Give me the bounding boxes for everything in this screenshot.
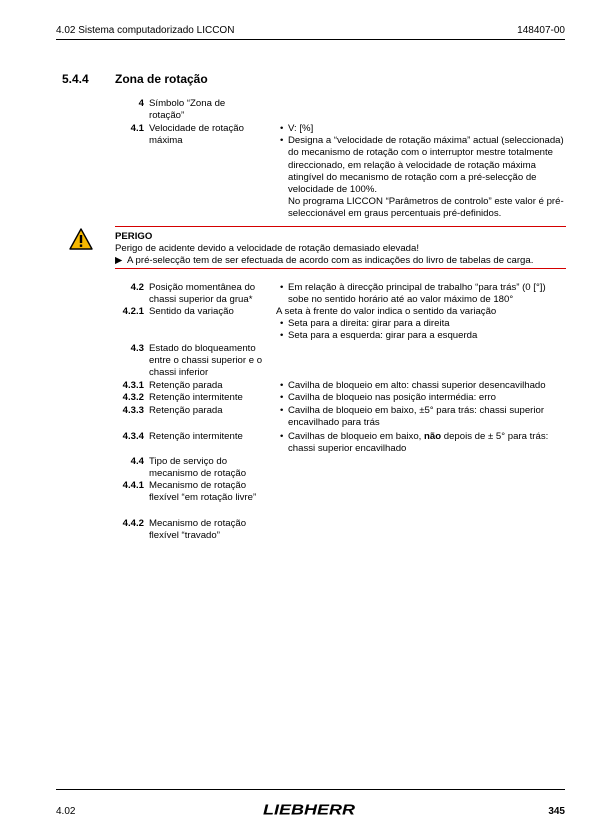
bullet-item: • Cavilha de bloqueio em alto: chassi superior desencavilhado [280,380,565,392]
item-number: 4.3.4 [122,431,144,442]
liebherr-logo [262,800,356,818]
header-section: 4.02 Sistema computadorizado LICCON [56,25,235,36]
item-label: Símbolo “Zona de rotação” [149,98,226,122]
danger-text: Perigo de acidente devido a velocidade de rotação demasiado elevada! [115,243,420,254]
bullet-item: • Cavilha de bloqueio em baixo, ±5° para trás: chassi superior encavilhado para trás [280,405,565,429]
item-description [280,392,565,404]
item-label: Estado do bloqueamento entre o chassi superior e o chassi inferior [149,343,263,379]
bullet-text: Cavilhas de bloqueio em baixo, [288,431,424,442]
item-label: Mecanismo de rotação flexível “em rotação livre” [149,480,257,504]
danger-action [115,255,565,267]
footer-section: 4.02 [56,806,76,817]
bullet-item: • Seta para a esquerda: girar para a esquerda [280,330,566,342]
item-label: Velocidade de rotação máxima [149,123,244,147]
bullet-item: • Designa a “velocidade de rotação máxima” actual (seleccionada) do mecanismo de rotação com o interruptor mestre totalmente direccionado, em relação à velocidade de rotação máxima atingível do mecanismo de rotação com a pré-selecção de velocidade de 100%. [280,135,565,196]
item-label: Posição momentânea do chassi superior da grua* [149,282,256,306]
section-title: Zona de rotação [115,72,208,86]
item-number: 4.3 [130,343,144,354]
item-description [280,380,565,392]
item-description [276,306,566,343]
bullet-item: • Seta para a direita: girar para a direita [280,318,566,330]
item-label: Mecanismo de rotação flexível “travado” [149,518,247,542]
danger-title: PERIGO [115,231,153,242]
item-number: 4.4.1 [122,480,144,491]
bullet-item [280,431,565,455]
item-label: Retenção intermitente [149,392,243,403]
item-number: 4.3.2 [122,392,144,403]
item-label: Retenção parada [149,380,223,391]
warning-triangle-icon [69,228,93,250]
item-number: 4 [138,98,144,109]
footer-rule [56,789,565,790]
item-number: 4.4 [130,456,144,467]
item-number: 4.3.1 [122,380,144,391]
bullet-item: • Cavilha de bloqueio nas posição intermédia: erro [280,392,565,404]
danger-top-rule [115,226,566,227]
danger-action-text: A pré-selecção tem de ser efectuada de acordo com as indicações do livro de tabelas de carga. [127,255,534,266]
bullet-continuation: No programa LICCON “Parâmetros de controlo” este valor é pré-seleccionável em graus percentuais pré-definidos. [288,196,564,220]
item-number: 4.2.1 [122,306,144,317]
header-rule [56,39,565,40]
item-label: Retenção intermitente [149,431,243,442]
item-label: Tipo de serviço do mecanismo de rotação [149,456,247,480]
danger-bottom-rule [115,268,566,269]
item-description [280,405,565,429]
header-doc-id: 148407-00 [517,25,565,36]
item-number: 4.2 [130,282,144,293]
item-description [280,123,565,221]
section-number: 5.4.4 [62,72,89,86]
page-number: 345 [548,806,565,817]
bullet-text: depois de ± 5° para trás: chassi superior encavilhado [288,431,549,455]
item-label: Sentido da variação [149,306,234,317]
item-intro: A seta à frente do valor indica o sentido da variação [276,306,497,317]
item-description [280,282,565,306]
item-number: 4.4.2 [122,518,144,529]
svg-text:LIEBHERR: LIEBHERR [263,801,356,818]
item-number: 4.3.3 [122,405,144,416]
bullet-item: • Em relação à direcção principal de trabalho “para trás” (0 [°]) sobe no sentido horário até ao valor máximo de 180° [280,282,565,306]
arrow-right-icon: ▶ [115,255,123,266]
item-label: Retenção parada [149,405,223,416]
bullet-emphasis: não [424,431,442,442]
item-description [280,431,565,455]
item-number: 4.1 [130,123,144,134]
bullet-item: • V: [%] [280,123,565,135]
